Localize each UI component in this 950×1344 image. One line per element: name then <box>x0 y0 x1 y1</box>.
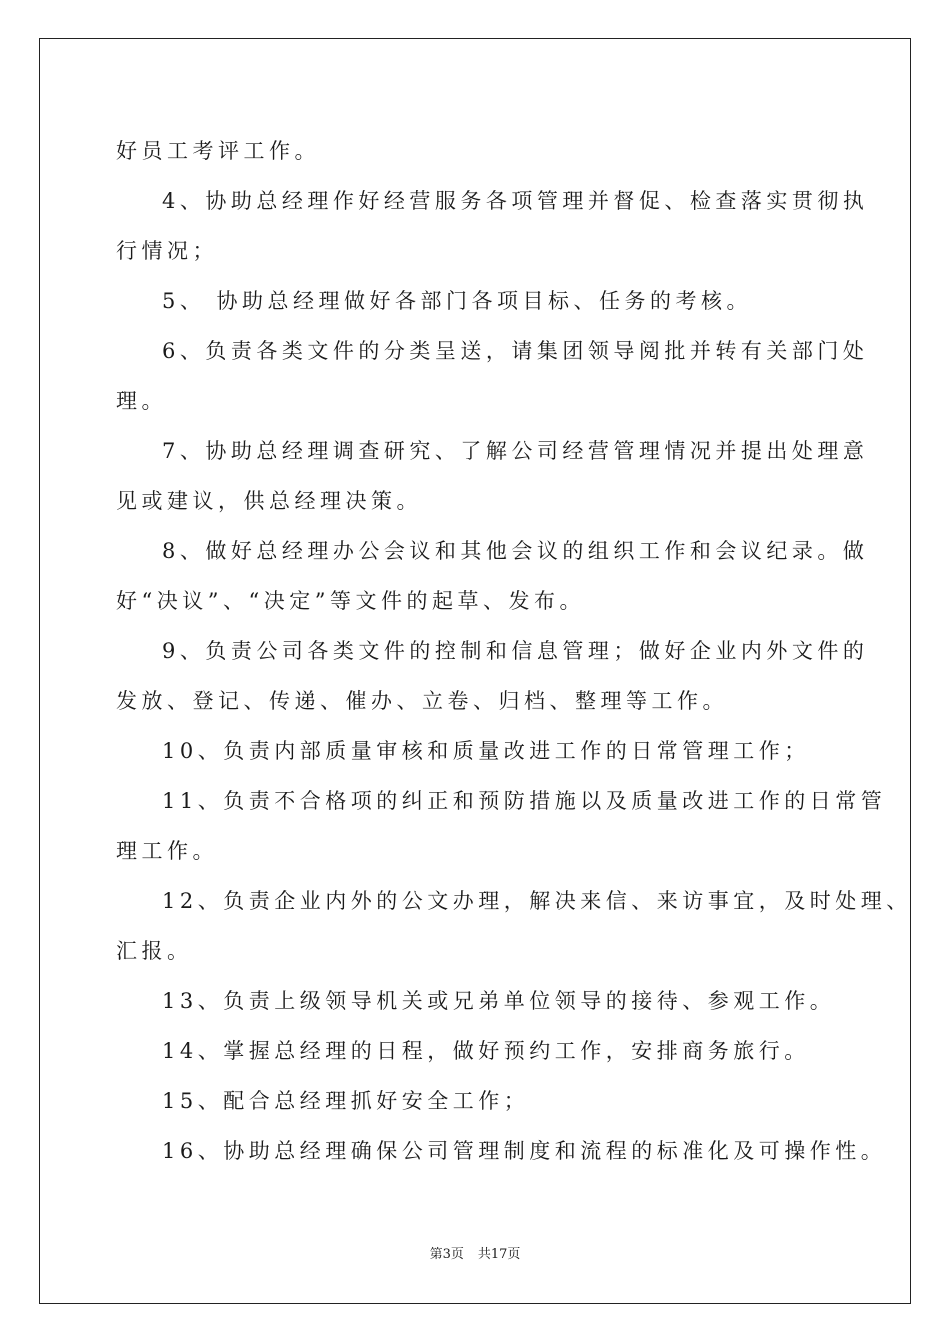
text-line: 行情况； <box>116 239 218 263</box>
text-line: 11、负责不合格项的纠正和预防措施以及质量改进工作的日常管 <box>162 789 887 813</box>
text-line: 见或建议，供总经理决策。 <box>116 489 422 513</box>
text-line: 8、做好总经理办公会议和其他会议的组织工作和会议纪录。做 <box>162 539 869 563</box>
text-line: 5、 协助总经理做好各部门各项目标、任务的考核。 <box>162 289 753 313</box>
text-line: 理。 <box>116 389 167 413</box>
text-line: 7、协助总经理调查研究、了解公司经营管理情况并提出处理意 <box>162 439 869 463</box>
text-line: 10、负责内部质量审核和质量改进工作的日常管理工作； <box>162 739 810 763</box>
text-line: 好“决议”、“决定”等文件的起草、发布。 <box>116 589 585 613</box>
text-line: 发放、登记、传递、催办、立卷、归档、整理等工作。 <box>116 689 728 713</box>
text-line: 16、协助总经理确保公司管理制度和流程的标准化及可操作性。 <box>162 1139 887 1163</box>
text-line: 汇报。 <box>116 939 193 963</box>
text-line: 13、负责上级领导机关或兄弟单位领导的接待、参观工作。 <box>162 989 836 1013</box>
page-number: 第3页 <box>429 1247 464 1262</box>
document-body <box>116 126 912 1176</box>
page-footer <box>0 1247 950 1263</box>
text-line: 6、负责各类文件的分类呈送，请集团领导阅批并转有关部门处 <box>162 339 869 363</box>
text-line: 14、掌握总经理的日程，做好预约工作，安排商务旅行。 <box>162 1039 810 1063</box>
text-line: 好员工考评工作。 <box>116 139 320 163</box>
text-line: 12、负责企业内外的公文办理，解决来信、来访事宜，及时处理、 <box>162 889 912 913</box>
page-total: 共17页 <box>477 1247 521 1262</box>
text-line: 15、配合总经理抓好安全工作； <box>162 1089 530 1113</box>
text-line: 9、负责公司各类文件的控制和信息管理；做好企业内外文件的 <box>162 639 869 663</box>
text-line: 4、协助总经理作好经营服务各项管理并督促、检查落实贯彻执 <box>162 189 869 213</box>
text-line: 理工作。 <box>116 839 218 863</box>
